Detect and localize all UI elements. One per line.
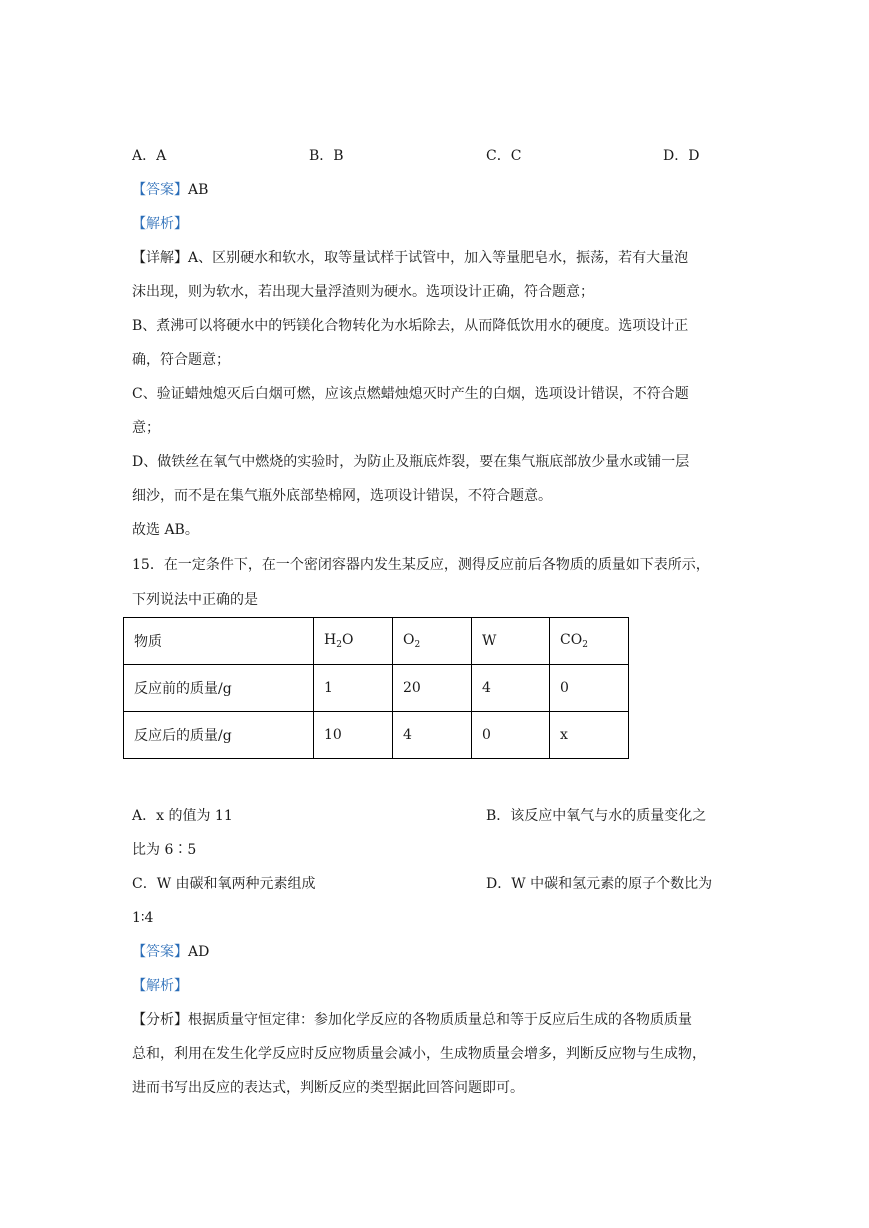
- formula-part: O: [341, 632, 354, 648]
- detail-line: 细沙，而不是在集气瓶外底部垫棉网，选项设计错误，不符合题意。: [132, 488, 552, 504]
- table-header-cell: W: [472, 618, 550, 665]
- option-b: B．B: [309, 148, 344, 164]
- table-cell: 4: [472, 665, 550, 712]
- answer-tag: 【答案】: [132, 944, 188, 960]
- analysis-line: 总和，利用在发生化学反应时反应物质量会减小，生成物质量会增多，判断反应物与生成物，: [132, 1046, 706, 1062]
- detail-line: 意；: [132, 420, 160, 436]
- option-d-continued: 1∶4: [132, 910, 154, 926]
- detail-line: B、煮沸可以将硬水中的钙镁化合物转化为水垢除去，从而降低饮用水的硬度。选项设计正: [132, 318, 689, 334]
- option-c: C．C: [486, 148, 522, 164]
- table-header-cell: 物质: [124, 618, 314, 665]
- analysis-line: [132, 1010, 692, 1030]
- detail-line: [132, 248, 688, 268]
- option-a: A．A: [132, 148, 167, 164]
- table-cell: 反应后的质量/g: [124, 712, 314, 759]
- fenxi-text: 根据质量守恒定律：参加化学反应的各物质质量总和等于反应后生成的各物质质量: [188, 1012, 692, 1028]
- answer-value: AD: [188, 944, 210, 960]
- detail-line: C、验证蜡烛熄灭后白烟可燃，应该点燃蜡烛熄灭时产生的白烟，选项设计错误，不符合题: [132, 386, 689, 402]
- table-cell: 1: [314, 665, 393, 712]
- formula-part: CO: [560, 632, 583, 648]
- detail-line: D、做铁丝在氧气中燃烧的实验时，为防止及瓶底炸裂，要在集气瓶底部放少量水或铺一层: [132, 454, 690, 470]
- answer-line: [132, 180, 208, 200]
- detail-tag: 【详解】: [132, 250, 188, 266]
- table-cell: 0: [472, 712, 550, 759]
- option-c: C．W 由碳和氧两种元素组成: [132, 876, 316, 892]
- analysis-tag: 【解析】: [132, 216, 188, 232]
- mass-table: [123, 617, 629, 759]
- conclusion-line: 故选 AB。: [132, 522, 199, 538]
- detail-text: A、区别硬水和软水，取等量试样于试管中，加入等量肥皂水，振荡，若有大量泡: [188, 250, 689, 266]
- option-d: D．D: [663, 148, 700, 164]
- answer-line: [132, 942, 209, 962]
- table-cell: x: [550, 712, 629, 759]
- table-row: [124, 665, 629, 712]
- option-d: D．W 中碳和氢元素的原子个数比为: [486, 876, 713, 892]
- answer-tag: 【答案】: [132, 182, 188, 198]
- formula-part: O: [403, 632, 415, 648]
- table-header-cell: [314, 618, 393, 665]
- fenxi-tag: 【分析】: [132, 1012, 188, 1028]
- formula-subscript: 2: [336, 640, 342, 650]
- table-cell: 0: [550, 665, 629, 712]
- detail-line: 沫出现，则为软水，若出现大量浮渣则为硬水。选项设计正确，符合题意；: [132, 284, 594, 300]
- formula-part: H: [324, 632, 337, 648]
- option-b: B．该反应中氧气与水的质量变化之: [486, 808, 707, 824]
- detail-line: 确，符合题意；: [132, 352, 230, 368]
- table-header-row: [124, 618, 629, 665]
- analysis-line: 进而书写出反应的表达式，判断反应的类型据此回答问题即可。: [132, 1080, 524, 1096]
- table-cell: 反应前的质量/g: [124, 665, 314, 712]
- analysis-tag: 【解析】: [132, 978, 188, 994]
- table-cell: 4: [393, 712, 472, 759]
- question-stem: 15．在一定条件下，在一个密闭容器内发生某反应，测得反应前后各物质的质量如下表所示，: [132, 557, 710, 573]
- table-header-cell: [550, 618, 629, 665]
- table-cell: 20: [393, 665, 472, 712]
- option-b-continued: 比为 6∶5: [132, 842, 197, 858]
- formula-subscript: 2: [414, 640, 421, 650]
- answer-value: AB: [188, 182, 209, 198]
- formula-subscript: 2: [582, 640, 588, 650]
- option-a: A．x 的值为 11: [132, 808, 233, 824]
- table-cell: 10: [314, 712, 393, 759]
- table-header-cell: [393, 618, 472, 665]
- question-stem: 下列说法中正确的是: [132, 592, 258, 608]
- table-row: [124, 712, 629, 759]
